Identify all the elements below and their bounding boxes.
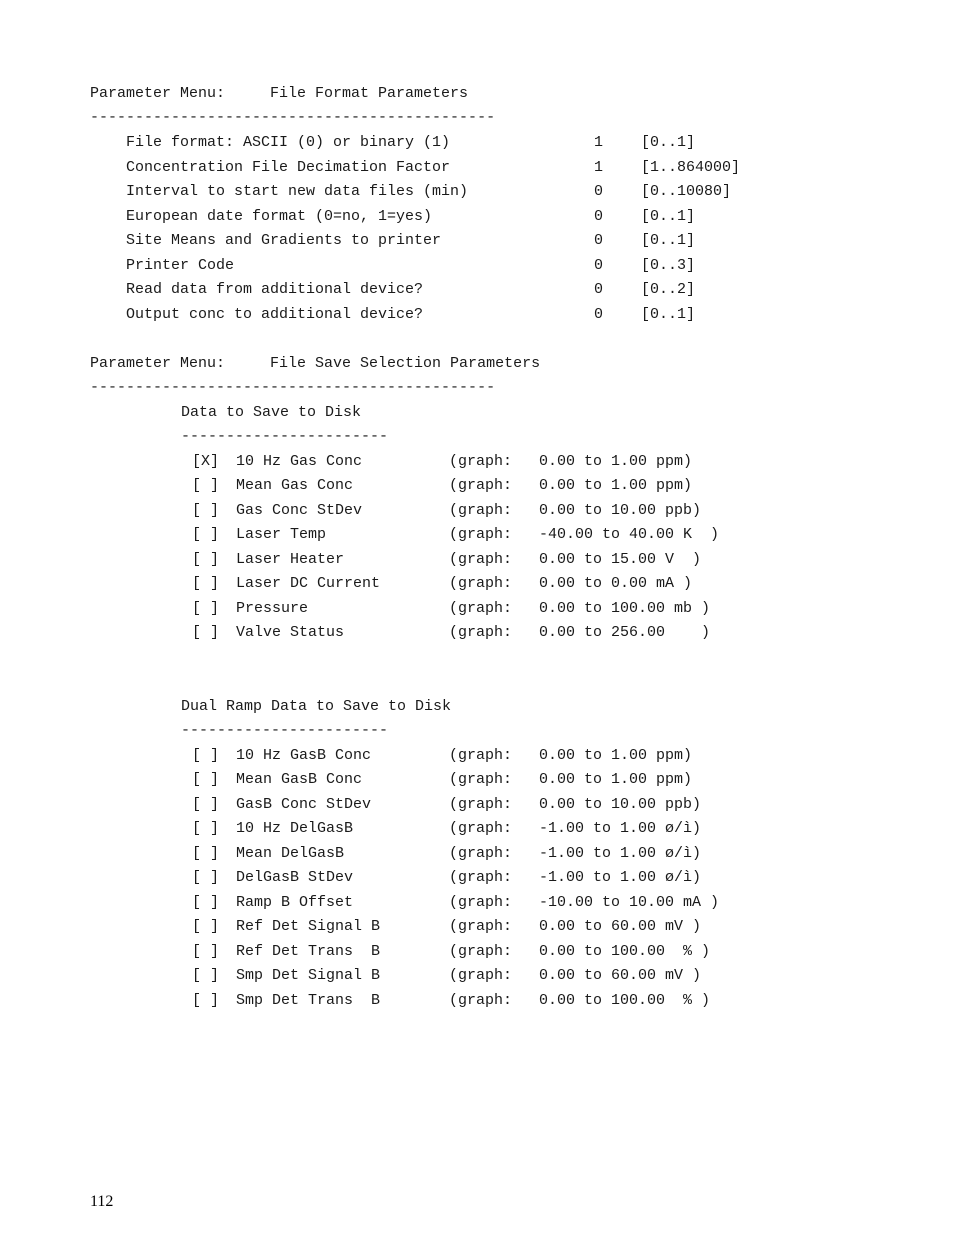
checkbox[interactable]: [ ] xyxy=(192,747,220,764)
graph-label: (graph: xyxy=(449,502,513,519)
item-label: Pressure xyxy=(236,600,309,617)
item-label: 10 Hz Gas Conc xyxy=(236,453,363,470)
dual-rule: ----------------------- xyxy=(181,722,389,739)
checkbox[interactable]: [ ] xyxy=(192,477,220,494)
graph-label: (graph: xyxy=(449,771,513,788)
checkbox[interactable]: [ ] xyxy=(192,967,220,984)
item-label: DelGasB StDev xyxy=(236,869,354,886)
param-range: [0..1] xyxy=(641,208,696,225)
checkbox[interactable]: [ ] xyxy=(192,796,220,813)
graph-label: (graph: xyxy=(449,967,513,984)
graph-range: 0.00 to 100.00 mb ) xyxy=(539,600,711,617)
graph-range: 0.00 to 10.00 ppb) xyxy=(539,796,702,813)
menu1-rule: --------------------------------------------- xyxy=(90,109,496,126)
param-label: European date format (0=no, 1=yes) xyxy=(126,208,433,225)
graph-label: (graph: xyxy=(449,894,513,911)
checkbox[interactable]: [ ] xyxy=(192,943,220,960)
graph-label: (graph: xyxy=(449,747,513,764)
item-label: Smp Det Signal B xyxy=(236,967,381,984)
param-label: Concentration File Decimation Factor xyxy=(126,159,451,176)
checkbox[interactable]: [ ] xyxy=(192,526,220,543)
param-value[interactable]: 0 xyxy=(594,257,604,274)
param-range: [0..1] xyxy=(641,306,696,323)
graph-label: (graph: xyxy=(449,820,513,837)
graph-label: (graph: xyxy=(449,869,513,886)
param-range: [0..10080] xyxy=(641,183,732,200)
graph-range: 0.00 to 60.00 mV ) xyxy=(539,918,702,935)
item-label: Mean GasB Conc xyxy=(236,771,363,788)
item-label: Laser DC Current xyxy=(236,575,381,592)
menu2-rule: --------------------------------------------- xyxy=(90,379,496,396)
graph-label: (graph: xyxy=(449,943,513,960)
page-number: 112 xyxy=(90,1193,114,1210)
graph-range: -1.00 to 1.00 ø/ì) xyxy=(539,845,702,862)
param-range: [0..1] xyxy=(641,232,696,249)
item-label: Laser Temp xyxy=(236,526,327,543)
checkbox[interactable]: [ ] xyxy=(192,575,220,592)
param-range: [0..2] xyxy=(641,281,696,298)
disk-title: Data to Save to Disk xyxy=(181,404,362,421)
graph-range: -1.00 to 1.00 ø/ì) xyxy=(539,820,702,837)
param-range: [1..864000] xyxy=(641,159,741,176)
item-label: Mean Gas Conc xyxy=(236,477,354,494)
graph-range: 0.00 to 1.00 ppm) xyxy=(539,477,693,494)
item-label: 10 Hz DelGasB xyxy=(236,820,354,837)
item-label: Ref Det Signal B xyxy=(236,918,381,935)
param-value[interactable]: 1 xyxy=(594,159,604,176)
graph-range: -10.00 to 10.00 mA ) xyxy=(539,894,720,911)
graph-label: (graph: xyxy=(449,624,513,641)
item-label: Smp Det Trans B xyxy=(236,992,381,1009)
item-label: Gas Conc StDev xyxy=(236,502,363,519)
menu1-header: Parameter Menu: File Format Parameters xyxy=(90,85,469,102)
graph-range: 0.00 to 100.00 % ) xyxy=(539,992,711,1009)
param-value[interactable]: 0 xyxy=(594,232,604,249)
checkbox[interactable]: [ ] xyxy=(192,820,220,837)
param-label: Interval to start new data files (min) xyxy=(126,183,469,200)
param-value[interactable]: 0 xyxy=(594,183,604,200)
param-label: File format: ASCII (0) or binary (1) xyxy=(126,134,451,151)
graph-label: (graph: xyxy=(449,551,513,568)
param-label: Site Means and Gradients to printer xyxy=(126,232,442,249)
graph-range: -40.00 to 40.00 K ) xyxy=(539,526,720,543)
param-value[interactable]: 1 xyxy=(594,134,604,151)
dual-title: Dual Ramp Data to Save to Disk xyxy=(181,698,452,715)
param-range: [0..3] xyxy=(641,257,696,274)
checkbox[interactable]: [ ] xyxy=(192,869,220,886)
checkbox[interactable]: [ ] xyxy=(192,624,220,641)
graph-label: (graph: xyxy=(449,453,513,470)
param-value[interactable]: 0 xyxy=(594,208,604,225)
param-label: Output conc to additional device? xyxy=(126,306,424,323)
item-label: Laser Heater xyxy=(236,551,345,568)
graph-label: (graph: xyxy=(449,600,513,617)
checkbox[interactable]: [ ] xyxy=(192,918,220,935)
graph-range: -1.00 to 1.00 ø/ì) xyxy=(539,869,702,886)
graph-range: 0.00 to 15.00 V ) xyxy=(539,551,702,568)
item-label: Ref Det Trans B xyxy=(236,943,381,960)
param-value[interactable]: 0 xyxy=(594,306,604,323)
graph-label: (graph: xyxy=(449,918,513,935)
graph-range: 0.00 to 1.00 ppm) xyxy=(539,453,693,470)
graph-range: 0.00 to 1.00 ppm) xyxy=(539,747,693,764)
param-value[interactable]: 0 xyxy=(594,281,604,298)
graph-label: (graph: xyxy=(449,477,513,494)
graph-range: 0.00 to 100.00 % ) xyxy=(539,943,711,960)
param-label: Read data from additional device? xyxy=(126,281,424,298)
checkbox[interactable]: [ ] xyxy=(192,600,220,617)
graph-range: 0.00 to 1.00 ppm) xyxy=(539,771,693,788)
disk-rule: ----------------------- xyxy=(181,428,389,445)
graph-label: (graph: xyxy=(449,575,513,592)
graph-label: (graph: xyxy=(449,845,513,862)
checkbox[interactable]: [ ] xyxy=(192,845,220,862)
item-label: Ramp B Offset xyxy=(236,894,354,911)
item-label: GasB Conc StDev xyxy=(236,796,372,813)
item-label: 10 Hz GasB Conc xyxy=(236,747,372,764)
graph-range: 0.00 to 10.00 ppb) xyxy=(539,502,702,519)
graph-range: 0.00 to 0.00 mA ) xyxy=(539,575,693,592)
graph-range: 0.00 to 256.00 ) xyxy=(539,624,711,641)
graph-label: (graph: xyxy=(449,526,513,543)
graph-label: (graph: xyxy=(449,992,513,1009)
graph-range: 0.00 to 60.00 mV ) xyxy=(539,967,702,984)
item-label: Valve Status xyxy=(236,624,345,641)
checkbox[interactable]: [X] xyxy=(192,453,220,470)
checkbox[interactable]: [ ] xyxy=(192,771,220,788)
menu2-header: Parameter Menu: File Save Selection Parameters xyxy=(90,355,541,372)
checkbox[interactable]: [ ] xyxy=(192,551,220,568)
item-label: Mean DelGasB xyxy=(236,845,345,862)
checkbox[interactable]: [ ] xyxy=(192,502,220,519)
graph-label: (graph: xyxy=(449,796,513,813)
checkbox[interactable]: [ ] xyxy=(192,992,220,1009)
param-label: Printer Code xyxy=(126,257,235,274)
param-range: [0..1] xyxy=(641,134,696,151)
checkbox[interactable]: [ ] xyxy=(192,894,220,911)
